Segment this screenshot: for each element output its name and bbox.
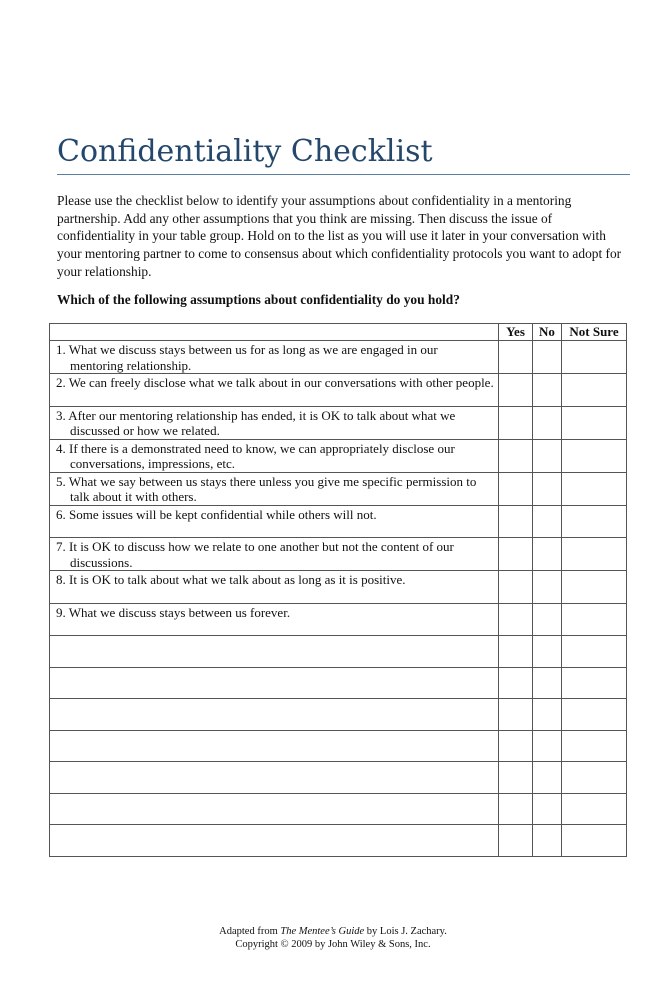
- not-sure-checkbox-cell[interactable]: [562, 603, 627, 636]
- table-row: [50, 406, 627, 439]
- no-checkbox-cell[interactable]: [533, 793, 562, 825]
- assumption-cell: [50, 406, 499, 439]
- yes-checkbox-cell[interactable]: [499, 636, 533, 668]
- yes-checkbox-cell[interactable]: [499, 667, 533, 699]
- yes-checkbox-cell[interactable]: [499, 793, 533, 825]
- assumption-cell: [50, 538, 499, 571]
- assumption-cell: [50, 341, 499, 374]
- yes-checkbox-cell[interactable]: [499, 374, 533, 407]
- table-row: [50, 538, 627, 571]
- yes-checkbox-cell[interactable]: [499, 699, 533, 731]
- assumption-text: 4. If there is a demonstrated need to know, we can appropriately disclose our conversations, impressions, etc.: [56, 440, 455, 471]
- blank-table-row: [50, 762, 627, 794]
- not-sure-checkbox-cell[interactable]: [562, 571, 627, 604]
- blank-table-row: [50, 730, 627, 762]
- no-checkbox-cell[interactable]: [533, 406, 562, 439]
- table-row: [50, 439, 627, 472]
- blank-assumption-cell[interactable]: [50, 825, 499, 857]
- column-header-yes: Yes: [499, 324, 533, 341]
- no-checkbox-cell[interactable]: [533, 505, 562, 538]
- not-sure-checkbox-cell[interactable]: [562, 341, 627, 374]
- not-sure-checkbox-cell[interactable]: [562, 406, 627, 439]
- page-title: Confidentiality Checklist: [57, 134, 433, 169]
- yes-checkbox-cell[interactable]: [499, 538, 533, 571]
- column-header-not-sure: Not Sure: [562, 324, 627, 341]
- assumption-text: 5. What we say between us stays there unless you give me specific permission to talk about it with others.: [56, 473, 477, 504]
- assumption-text: 8. It is OK to talk about what we talk about as long as it is positive.: [56, 572, 406, 587]
- yes-checkbox-cell[interactable]: [499, 762, 533, 794]
- blank-table-row: [50, 699, 627, 731]
- not-sure-checkbox-cell[interactable]: [562, 793, 627, 825]
- footer-credits: [0, 925, 666, 951]
- blank-table-row: [50, 793, 627, 825]
- assumption-cell: [50, 472, 499, 505]
- not-sure-checkbox-cell[interactable]: [562, 472, 627, 505]
- not-sure-checkbox-cell[interactable]: [562, 505, 627, 538]
- not-sure-checkbox-cell[interactable]: [562, 762, 627, 794]
- assumption-cell: [50, 571, 499, 604]
- table-row: [50, 341, 627, 374]
- blank-table-row: [50, 667, 627, 699]
- yes-checkbox-cell[interactable]: [499, 439, 533, 472]
- assumption-cell: [50, 439, 499, 472]
- assumption-cell: [50, 505, 499, 538]
- no-checkbox-cell[interactable]: [533, 374, 562, 407]
- not-sure-checkbox-cell[interactable]: [562, 538, 627, 571]
- not-sure-checkbox-cell[interactable]: [562, 636, 627, 668]
- table-row: [50, 571, 627, 604]
- footer-author: by Lois J. Zachary.: [364, 926, 447, 937]
- no-checkbox-cell[interactable]: [533, 636, 562, 668]
- yes-checkbox-cell[interactable]: [499, 825, 533, 857]
- no-checkbox-cell[interactable]: [533, 439, 562, 472]
- table-row: [50, 603, 627, 636]
- blank-assumption-cell[interactable]: [50, 699, 499, 731]
- no-checkbox-cell[interactable]: [533, 341, 562, 374]
- yes-checkbox-cell[interactable]: [499, 341, 533, 374]
- assumption-text: 9. What we discuss stays between us forever.: [56, 604, 291, 620]
- assumption-text: 2. We can freely disclose what we talk about in our conversations with other people.: [56, 375, 494, 390]
- question-heading: Which of the following assumptions about confidentiality do you hold?: [57, 292, 460, 307]
- no-checkbox-cell[interactable]: [533, 762, 562, 794]
- column-header-item: [50, 324, 499, 341]
- blank-assumption-cell[interactable]: [50, 667, 499, 699]
- blank-assumption-cell[interactable]: [50, 636, 499, 668]
- footer-prefix: Adapted from: [219, 926, 281, 937]
- column-header-no: No: [533, 324, 562, 341]
- assumption-text: 7. It is OK to discuss how we relate to one another but not the content of our discussions.: [56, 539, 454, 570]
- yes-checkbox-cell[interactable]: [499, 406, 533, 439]
- table-row: [50, 505, 627, 538]
- no-checkbox-cell[interactable]: [533, 667, 562, 699]
- assumption-text: 3. After our mentoring relationship has ended, it is OK to talk about what we discussed or how we related.: [56, 407, 456, 438]
- table-row: [50, 472, 627, 505]
- footer-book-title: The Mentee’s Guide: [280, 926, 365, 937]
- blank-table-row: [50, 636, 627, 668]
- no-checkbox-cell[interactable]: [533, 571, 562, 604]
- no-checkbox-cell[interactable]: [533, 603, 562, 636]
- blank-assumption-cell[interactable]: [50, 730, 499, 762]
- checklist-table: [49, 323, 627, 857]
- yes-checkbox-cell[interactable]: [499, 472, 533, 505]
- intro-paragraph: Please use the checklist below to identify your assumptions about confidentiality in a mentoring partnership. Add any other assumptions that you think are missing. Then discuss the issue of confidentiality in your table group. Hold on to the list as you will use it later in your conversation with your mentoring partner to come to consensus about which confidentiality protocols you want to adopt for your relationship.: [57, 193, 622, 279]
- footer-copyright: Copyright © 2009 by John Wiley & Sons, Inc.: [235, 939, 431, 950]
- assumption-cell: [50, 603, 499, 636]
- blank-assumption-cell[interactable]: [50, 762, 499, 794]
- assumption-cell: [50, 374, 499, 407]
- no-checkbox-cell[interactable]: [533, 472, 562, 505]
- not-sure-checkbox-cell[interactable]: [562, 374, 627, 407]
- table-row: [50, 374, 627, 407]
- not-sure-checkbox-cell[interactable]: [562, 667, 627, 699]
- not-sure-checkbox-cell[interactable]: [562, 825, 627, 857]
- yes-checkbox-cell[interactable]: [499, 571, 533, 604]
- assumption-text: 6. Some issues will be kept confidential while others will not.: [56, 506, 377, 522]
- no-checkbox-cell[interactable]: [533, 699, 562, 731]
- blank-table-row: [50, 825, 627, 857]
- not-sure-checkbox-cell[interactable]: [562, 699, 627, 731]
- title-divider: [57, 174, 630, 175]
- yes-checkbox-cell[interactable]: [499, 603, 533, 636]
- blank-assumption-cell[interactable]: [50, 793, 499, 825]
- no-checkbox-cell[interactable]: [533, 538, 562, 571]
- no-checkbox-cell[interactable]: [533, 730, 562, 762]
- yes-checkbox-cell[interactable]: [499, 505, 533, 538]
- no-checkbox-cell[interactable]: [533, 825, 562, 857]
- not-sure-checkbox-cell[interactable]: [562, 439, 627, 472]
- assumption-text: 1. What we discuss stays between us for as long as we are engaged in our mentoring relationship.: [56, 342, 438, 373]
- not-sure-checkbox-cell[interactable]: [562, 730, 627, 762]
- footer-attribution: [0, 925, 666, 938]
- yes-checkbox-cell[interactable]: [499, 730, 533, 762]
- table-header-row: [50, 324, 627, 341]
